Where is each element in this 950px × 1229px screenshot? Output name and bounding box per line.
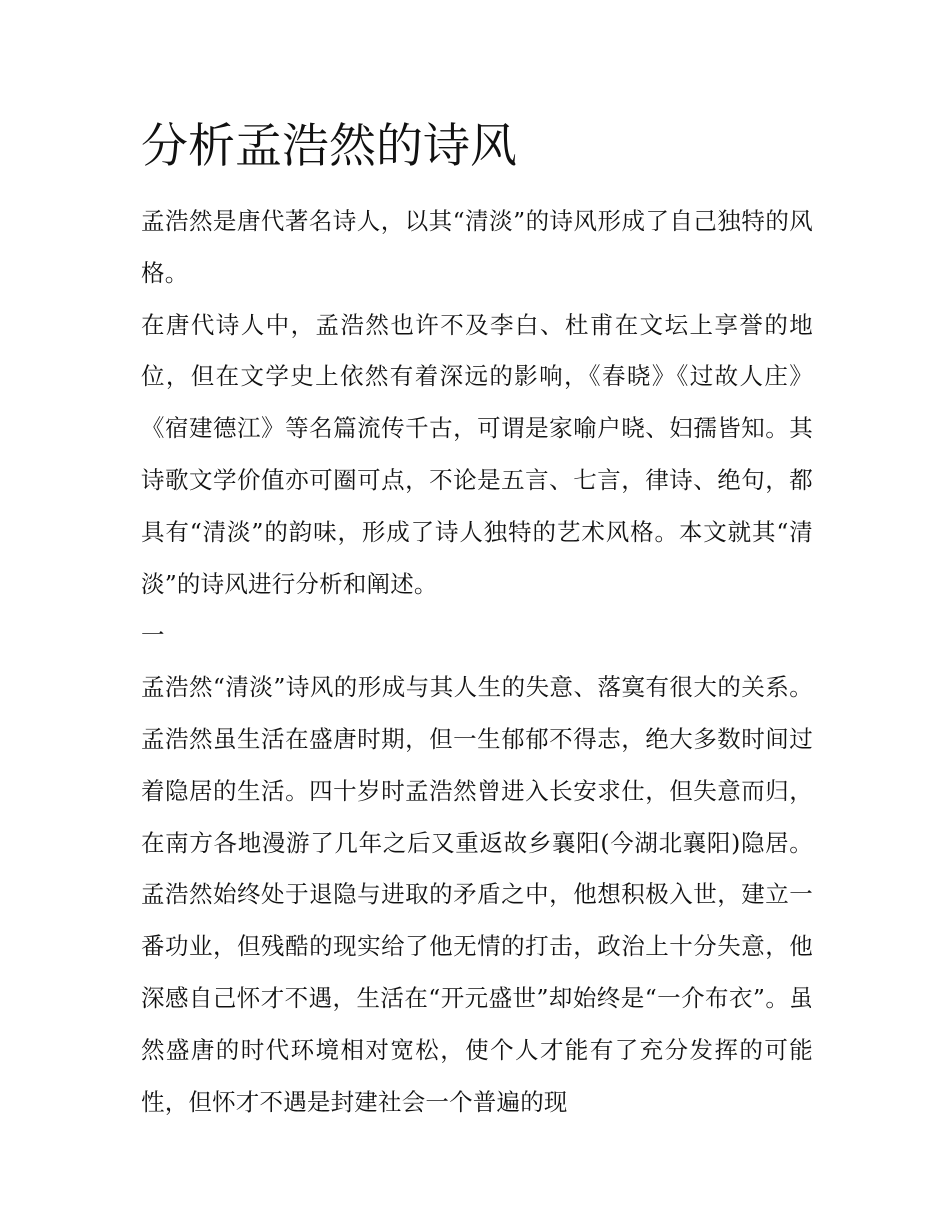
document-page	[141, 112, 813, 1128]
paragraph-background: 在唐代诗人中，孟浩然也许不及李白、杜甫在文坛上享誉的地位，但在文学史上依然有着深远的影响，《春晓》《过故人庄》《宿建德江》等名篇流传千古，可谓是家喻户晓、妇孺皆知。其诗歌文学价值亦可圈可点，不论是五言、七言，律诗、绝句，都具有“清淡”的韵味，形成了诗人独特的艺术风格。本文就其“清淡”的诗风进行分析和阐述。	[141, 310, 813, 598]
section-heading-one: 一	[141, 621, 165, 650]
document-title: 分析孟浩然的诗风	[141, 119, 517, 174]
paragraph-section-one: 孟浩然“清淡”诗风的形成与其人生的失意、落寞有很大的关系。孟浩然虽生活在盛唐时期，但一生郁郁不得志，绝大多数时间过着隐居的生活。四十岁时孟浩然曾进入长安求仕，但失意而归，在南方各地漫游了几年之后又重返故乡襄阳(今湖北襄阳)隐居。孟浩然始终处于退隐与进取的矛盾之中，他想积极入世，建立一番功业，但残酷的现实给了他无情的打击，政治上十分失意，他深感自己怀才不遇，生活在“开元盛世”却始终是“一介布衣”。虽然盛唐的时代环境相对宽松，使个人才能有了充分发挥的可能性，但怀才不遇是封建社会一个普遍的现	[141, 673, 813, 1116]
paragraph-intro: 孟浩然是唐代著名诗人，以其“清淡”的诗风形成了自己独特的风格。	[141, 207, 813, 287]
